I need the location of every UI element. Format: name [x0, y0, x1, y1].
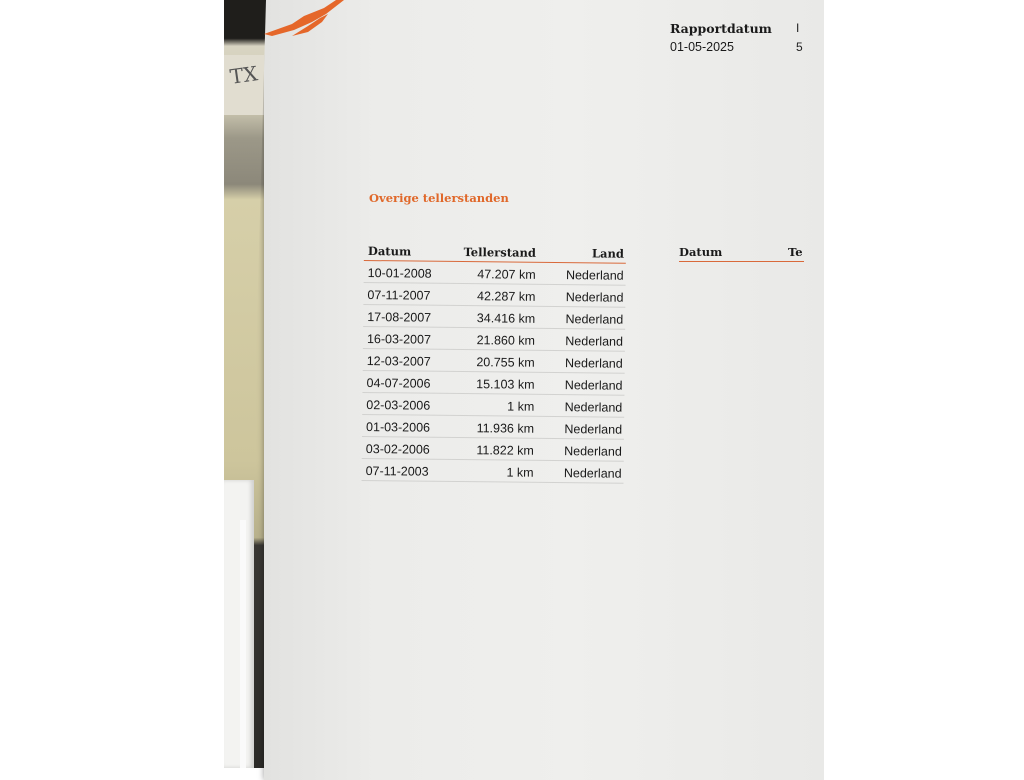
table-row: [362, 459, 624, 484]
cell-tellerstand: 21.860 km: [476, 333, 536, 348]
cell-land: Nederland: [564, 422, 623, 437]
cut-off-label: I: [796, 21, 800, 35]
cell-tellerstand: 1 km: [507, 399, 535, 414]
report-date-value: 01-05-2025: [670, 40, 734, 54]
column-header-datum: Datum: [367, 244, 412, 259]
cell-land: Nederland: [565, 312, 624, 327]
cell-datum: 16-03-2007: [366, 332, 432, 347]
table-row: [363, 327, 625, 352]
table-row: [364, 261, 626, 286]
table-row: [363, 283, 625, 308]
cell-tellerstand: 47.207 km: [477, 267, 536, 282]
cell-datum: 07-11-2007: [367, 288, 431, 303]
cell-tellerstand: 34.416 km: [476, 311, 536, 326]
table-row: [363, 305, 625, 330]
handwritten-text: TX: [228, 61, 260, 89]
cell-land: Nederland: [565, 290, 624, 305]
cell-land: Nederland: [565, 268, 624, 283]
cell-datum: 04-07-2006: [366, 376, 431, 391]
cut-off-value: 5: [796, 40, 803, 54]
odometer-table: [362, 244, 626, 484]
column-header-datum-2: Datum: [679, 245, 723, 259]
cell-tellerstand: 1 km: [506, 465, 534, 480]
cell-land: Nederland: [564, 400, 623, 415]
cell-datum: 03-02-2006: [365, 442, 430, 457]
cell-land: Nederland: [563, 466, 622, 481]
report-date-label: Rapportdatum: [670, 21, 772, 36]
cell-datum: 07-11-2003: [365, 464, 429, 479]
cell-tellerstand: 11.822 km: [476, 443, 534, 458]
table-body: [362, 261, 626, 484]
second-table-header: [679, 245, 804, 262]
report-content: [224, 0, 803, 768]
cell-land: Nederland: [564, 378, 623, 393]
cell-datum: 01-03-2006: [366, 420, 431, 435]
cell-datum: 02-03-2006: [366, 398, 431, 413]
table-row: [362, 415, 624, 440]
cell-tellerstand: 11.936 km: [476, 421, 535, 436]
table-row: [362, 393, 624, 418]
column-header-tellerstand-2: Te: [788, 245, 803, 259]
column-header-land: Land: [591, 246, 624, 261]
column-header-tellerstand: Tellerstand: [463, 245, 536, 260]
cell-datum: 12-03-2007: [366, 354, 431, 369]
cell-tellerstand: 20.755 km: [476, 355, 535, 370]
cell-land: Nederland: [564, 444, 622, 459]
table-row: [362, 371, 624, 396]
cell-datum: 17-08-2007: [367, 310, 432, 325]
cell-tellerstand: 15.103 km: [476, 377, 535, 392]
table-row: [363, 349, 625, 374]
cell-datum: 10-01-2008: [367, 266, 432, 281]
cell-land: Nederland: [565, 334, 624, 349]
document-photo: [224, 0, 803, 768]
table-row: [362, 437, 624, 462]
section-title: Overige tellerstanden: [369, 191, 509, 205]
cell-tellerstand: 42.287 km: [477, 289, 536, 304]
cell-land: Nederland: [565, 356, 623, 371]
